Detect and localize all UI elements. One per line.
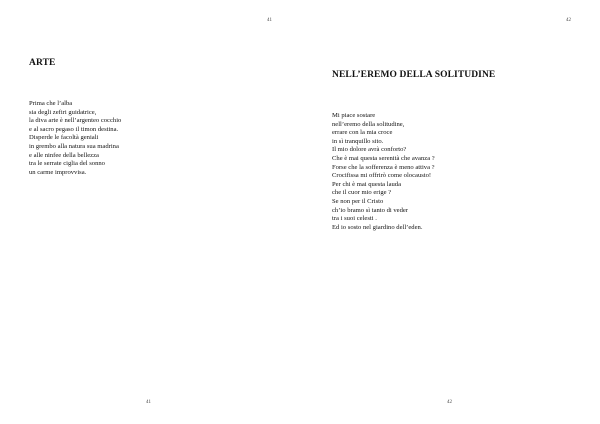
- poem-title: ARTE: [29, 58, 56, 68]
- poem-line: Prima che l’alba: [29, 100, 73, 107]
- poem-body: [332, 112, 435, 232]
- poem-line: errare con la mia croce: [332, 129, 393, 137]
- poem-line: Crocifissa mi offrirò come olocausto!: [332, 172, 432, 180]
- poem-line: sia degli zefiri guidatrice,: [29, 108, 97, 116]
- poem-body: [29, 100, 121, 177]
- running-page-number: 41: [267, 18, 272, 23]
- poem-line: Che è mai questa serenità che avanza ?: [332, 154, 435, 162]
- poem-line: Disperde le facoltà geniali: [29, 134, 99, 142]
- poem-line: tra i suoi celesti .: [332, 215, 377, 223]
- page-folio: 42: [447, 400, 452, 405]
- poem-line: in sì tranquillo sito.: [332, 137, 384, 145]
- poem-line: ch’io bramo sì tanto di veder: [332, 206, 408, 214]
- right-page: [300, 0, 600, 424]
- poem-line: Forse che la sofferenza è meno attiva ?: [332, 163, 435, 171]
- poem-line: Per chi è mai questa lauda: [332, 180, 402, 188]
- poem-line: la diva arte è nell’argenteo cocchio: [29, 117, 122, 125]
- poem-line: Ed io sosto nel giardino dell’eden.: [332, 223, 423, 231]
- poem-line: Il mio dolore avrà conforto?: [332, 146, 407, 154]
- page-folio: 41: [146, 400, 151, 405]
- poem-line: Se non per il Cristo: [332, 197, 384, 205]
- poem-line: tra le serrate ciglia del sonno: [29, 160, 105, 168]
- running-page-number: 42: [566, 18, 571, 23]
- poem-line: in grembo alla natura sua madrina: [29, 142, 119, 150]
- poem-line: nell’eremo della solitudine,: [332, 120, 405, 128]
- poem-line: un carme improvvisa.: [29, 168, 87, 176]
- poem-line: e al sacro pegaso il timon destina.: [29, 125, 119, 133]
- poem-title: NELL’EREMO DELLA SOLITUDINE: [332, 70, 496, 80]
- poem-line: Mi piace sostare: [332, 112, 376, 119]
- poem-line: e alle ninfee della bellezza: [29, 151, 99, 159]
- poem-line: che il cuor mio erige ?: [332, 189, 392, 197]
